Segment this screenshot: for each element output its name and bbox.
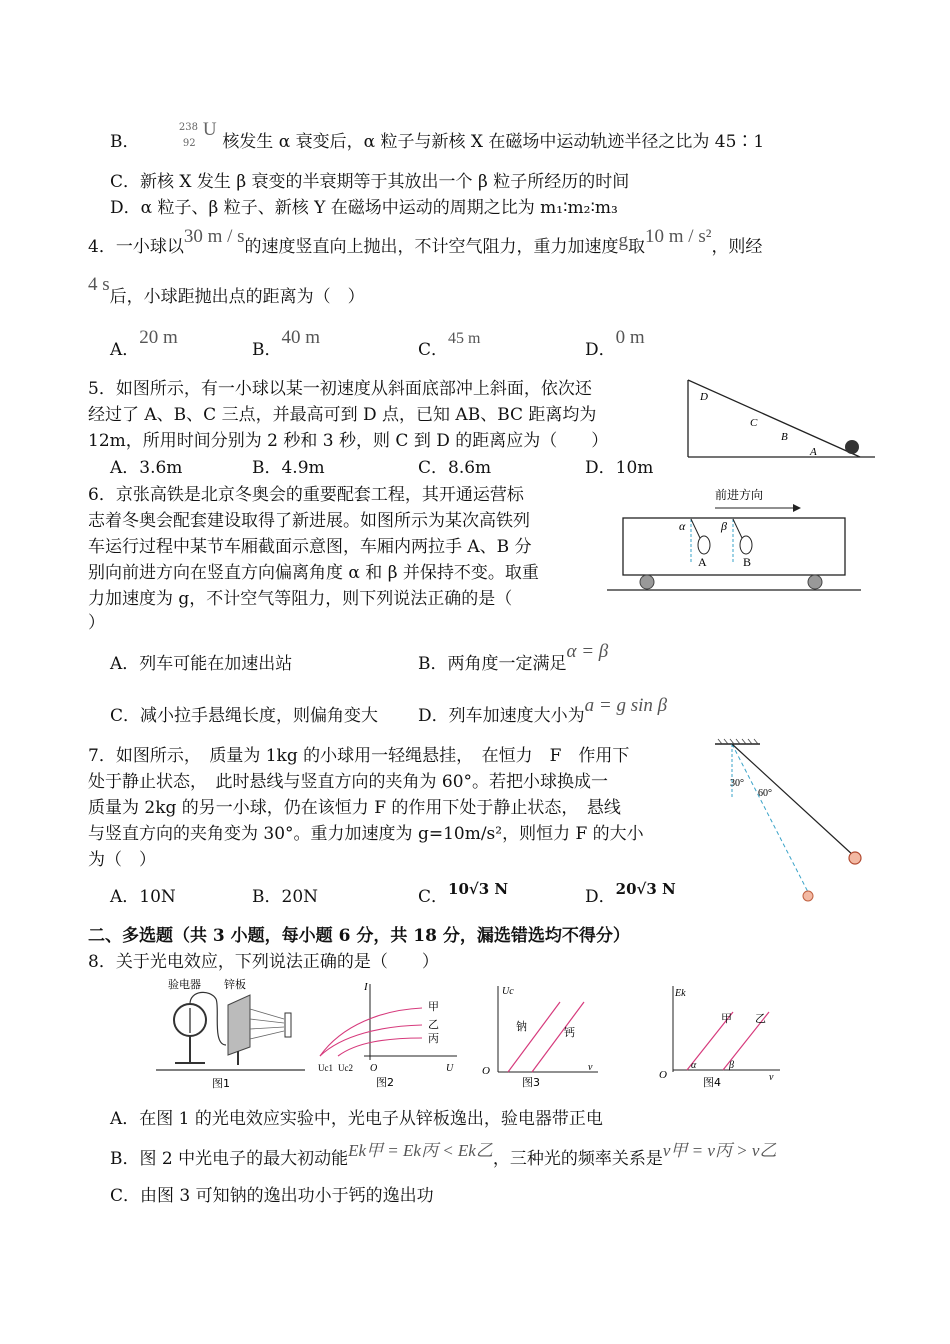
fig3-v-label: v [588, 1062, 593, 1073]
q7-option-b: B．20N [252, 887, 319, 907]
q6-option-c: C．减小拉手悬绳长度，则偏角变大 [110, 706, 379, 726]
q3-option-c: C．新核 X 发生 β 衰变的半衰期等于其放出一个 β 粒子所经历的时间 [110, 172, 630, 192]
zinc-plate [228, 995, 250, 1055]
q4-option-c: C．45 m [418, 330, 481, 360]
q3-option-d: D．α 粒子、β 粒子、新核 Y 在磁场中运动的周期之比为 m₁∶m₂∶m₃ [110, 198, 618, 218]
fig3-uc-label: Uc [502, 986, 514, 997]
q6-stem-line1: 6．京张高铁是北京冬奥会的重要配套工程，其开通运营标 [88, 485, 524, 505]
fig1-electroscope [150, 975, 310, 1090]
nuclide-symbol: 238 92 U [178, 119, 217, 149]
q6-option-d: D．列车加速度大小为a = g sin β [418, 695, 668, 726]
fig4-jia-label: 甲 [721, 1012, 732, 1025]
q3-option-b: B． 238 92 U 核发生 α 衰变后，α 粒子与新核 X 在磁场中运动轨迹半径之比为 45∶1 [110, 119, 765, 152]
fig4-yi-label: 乙 [755, 1012, 766, 1025]
line-sodium [508, 1002, 560, 1072]
fig3-uc-vs-v [478, 982, 603, 1090]
q5-stem-line1: 5．如图所示，有一小球以某一初速度从斜面底部冲上斜面，依次还 [88, 379, 592, 399]
q5-option-a: A．3.6m [110, 458, 183, 478]
q5-stem-line3: 12m，所用时间分别为 2 秒和 3 秒，则 C 到 D 的距离应为（ ） [88, 431, 609, 451]
point-c-label: C [750, 417, 758, 429]
fig2-caption: 图2 [376, 1076, 394, 1089]
curve-jia [320, 1008, 422, 1056]
point-a-label: A [810, 446, 817, 458]
curve-yi [320, 1025, 422, 1056]
strap-a [691, 519, 700, 538]
q7-stem-line5: 为（ ） [88, 850, 156, 870]
q4-stem-line2: 4 s后，小球距抛出点的距离为（ ） [88, 274, 365, 307]
direction-label: 前进方向 [715, 488, 764, 502]
beta-label: β [721, 519, 727, 533]
line-calcium [532, 1002, 584, 1072]
fig4-caption: 图4 [703, 1076, 721, 1089]
point-b-label: B [781, 431, 788, 443]
fig1-caption: 图1 [212, 1077, 230, 1090]
handle-a [698, 536, 710, 554]
q7-option-c: C．10√3 N [418, 880, 509, 907]
handle-a-label: A [698, 555, 707, 569]
q5-option-b: B．4.9m [252, 458, 325, 478]
angle-60-label: 60° [758, 788, 772, 799]
pendulum-figure [700, 738, 870, 908]
ball-1kg [849, 852, 861, 864]
q6-option-a: A．列车可能在加速出站 [110, 654, 293, 674]
q4-stem-line1: 4．一小球以30 m / s的速度竖直向上抛出，不计空气阻力，重力加速度g取10 m / s²，则经 [88, 226, 763, 257]
fig2-uc1-label: Uc1 [318, 1063, 333, 1073]
incline-figure [680, 372, 880, 464]
fig2-origin-label: O [370, 1063, 378, 1074]
handle-b [740, 536, 752, 554]
q5-stem-line2: 经过了 A、B、C 三点，并最高可到 D 点，已知 AB、BC 距离均为 [88, 405, 597, 425]
fig3-sodium-label: 钠 [516, 1020, 527, 1033]
train-figure [603, 482, 865, 594]
option-label: B． [110, 132, 140, 152]
light-rays [250, 1009, 284, 1039]
fig4-alpha-label: α [691, 1060, 697, 1071]
q5-option-c: C．8.6m [418, 458, 492, 478]
strap-b [733, 519, 742, 538]
wire [190, 992, 226, 1045]
q6-stem-line6: ） [88, 613, 105, 633]
q7-stem-line2: 处于静止状态， 此时悬线与竖直方向的夹角为 60°。若把小球换成一 [88, 772, 609, 792]
fig4-beta-label: β [729, 1060, 734, 1071]
fig1-label-electroscope: 验电器 [168, 978, 201, 991]
q8-option-b: B．图 2 中光电子的最大初动能Ek甲 = Ek丙 < Ek乙，三种光的频率关系是ν甲 = ν丙 > ν乙 [110, 1141, 777, 1169]
q6-stem-line4: 别向前进方向在竖直方向偏离角度 α 和 β 并保持不变。取重 [88, 563, 539, 583]
fig2-bing-label: 丙 [428, 1032, 439, 1045]
fig4-v-label: v [769, 1072, 774, 1083]
fig2-jia-label: 甲 [428, 1000, 439, 1013]
q8-stem: 8．关于光电效应，下列说法正确的是（ ） [88, 952, 439, 972]
q7-stem-line1: 7．如图所示， 质量为 1kg 的小球用一轻绳悬挂， 在恒力 F 作用下 [88, 746, 630, 766]
wheel-right [808, 575, 822, 589]
fig4-ek-vs-v [655, 982, 785, 1090]
q6-stem-line5: 力加速度为 g，不计空气等阻力，则下列说法正确的是（ [88, 589, 513, 609]
lamp [285, 1013, 291, 1037]
q6-stem-line3: 车运行过程中某节车厢截面示意图，车厢内两拉手 A、B 分 [88, 537, 532, 557]
point-d-label: D [700, 391, 708, 403]
q7-stem-line3: 质量为 2kg 的另一小球，仍在该恒力 F 的作用下处于静止状态， 悬线 [88, 798, 621, 818]
fig2-yi-label: 乙 [428, 1018, 439, 1031]
q6-stem-line2: 志着冬奥会配套建设取得了新进展。如图所示为某次高铁列 [88, 511, 530, 531]
fig3-caption: 图3 [522, 1076, 540, 1089]
q7-option-d: D．20√3 N [585, 880, 676, 907]
q7-option-a: A．10N [110, 887, 176, 907]
alpha-label: α [679, 519, 686, 533]
q5-option-d: D．10m [585, 458, 654, 478]
handle-b-label: B [743, 555, 752, 569]
q8-option-c: C．由图 3 可知钠的逸出功小于钙的逸出功 [110, 1186, 434, 1206]
ball [845, 440, 859, 454]
curve-bing [338, 1038, 422, 1056]
fig2-uc2-label: Uc2 [338, 1063, 353, 1073]
angle-30-label: 30° [730, 778, 744, 789]
fig4-origin-label: O [659, 1069, 667, 1081]
string-30 [732, 744, 808, 892]
fig2-iv-curve [312, 980, 462, 1090]
fig2-i-label: I [364, 981, 368, 993]
q4-option-d: D．0 m [585, 327, 645, 360]
wheel-left [640, 575, 654, 589]
carriage [623, 518, 845, 575]
q8-option-a: A．在图 1 的光电效应实验中，光电子从锌板逸出，验电器带正电 [110, 1109, 603, 1129]
fig1-label-zinc: 锌板 [224, 978, 246, 991]
q6-option-b: B．两角度一定满足α = β [418, 641, 609, 674]
string-60 [732, 744, 854, 856]
fig3-origin-label: O [482, 1065, 490, 1077]
ball-2kg [803, 891, 813, 901]
incline-slope [688, 380, 860, 457]
arrow-head [793, 504, 801, 512]
fig3-calcium-label: 钙 [564, 1026, 575, 1039]
fig4-ek-label: Ek [675, 988, 686, 999]
q4-option-a: A．20 m [110, 327, 178, 360]
fig2-u-label: U [446, 1063, 454, 1074]
q4-option-b: B．40 m [252, 327, 321, 360]
q7-stem-line4: 与竖直方向的夹角变为 30°。重力加速度为 g=10m/s²，则恒力 F 的大小 [88, 824, 644, 844]
section-2-heading: 二、多选题（共 3 小题，每小题 6 分，共 18 分，漏选错选均不得分） [88, 926, 630, 946]
